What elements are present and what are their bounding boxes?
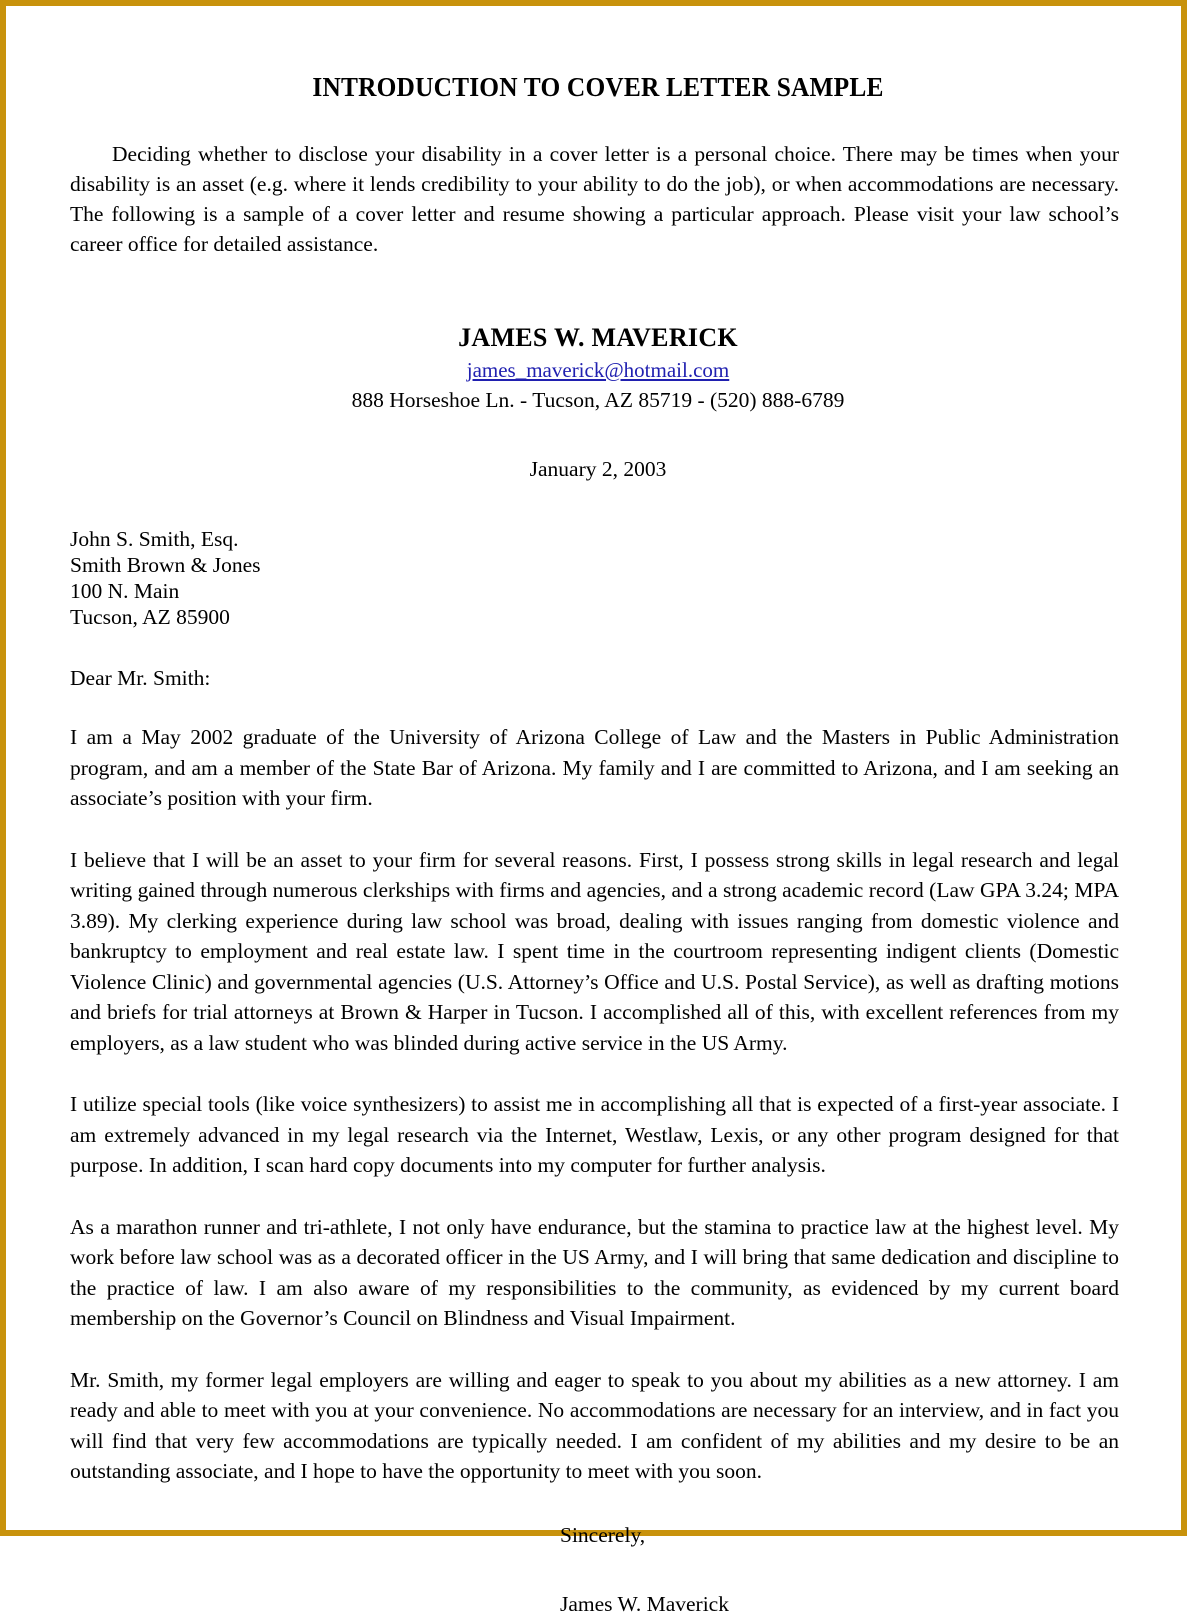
body-paragraph-3: I utilize special tools (like voice synthesizers) to assist me in accomplishing all that is expected of a first-year associate. I am extremely advanced in my legal research via the Internet, Westlaw, Lexis, or any other program designed for that purpose. In addition, I scan hard copy documents into my computer for further analysis. bbox=[70, 1092, 1119, 1177]
letterhead-address: 888 Horseshoe Ln. - Tucson, AZ 85719 - (520) 888-6789 bbox=[351, 388, 845, 412]
signature-name: James W. Maverick bbox=[560, 1591, 729, 1616]
letterhead-email-line bbox=[70, 353, 1126, 383]
body-paragraph-5: Mr. Smith, my former legal employers are willing and eager to speak to you about my abilities as a new attorney. I am ready and able to meet with you at your convenience. No accommodations are necessary for an interview, and in fact you will find that very few accommodations are typically needed. I am confident of my abilities and my desire to be an outstanding associate, and I hope to have the opportunity to meet with you soon. bbox=[70, 1367, 1119, 1483]
intro-paragraph: Deciding whether to disclose your disability in a cover letter is a personal choice. There may be times when your disability is an asset (e.g. where it lends credibility to your ability to do the job), or when accommodations are necessary. The following is a sample of a cover letter and resume showing a particular approach. Please visit your law school’s career office for detailed assistance. bbox=[70, 142, 1119, 256]
recipient-name: John S. Smith, Esq. bbox=[70, 527, 239, 551]
recipient-street: 100 N. Main bbox=[70, 579, 180, 603]
recipient-address-block bbox=[70, 482, 1126, 630]
page-title: INTRODUCTION TO COVER LETTER SAMPLE bbox=[312, 72, 884, 102]
letterhead-name: JAMES W. MAVERICK bbox=[458, 323, 738, 352]
closing-salutation: Sincerely, bbox=[560, 1522, 646, 1547]
email-link[interactable]: james_maverick@hotmail.com bbox=[466, 358, 730, 382]
document-sheet bbox=[6, 6, 1181, 1616]
body-paragraph-1: I am a May 2002 graduate of the University of Arizona College of Law and the Masters in Public Administration program, and am a member of the State Bar of Arizona. My family and I are committed to Arizona, and I am seeking an associate’s position with your firm. bbox=[70, 725, 1119, 810]
body-paragraph-2: I believe that I will be an asset to your firm for several reasons. First, I possess strong skills in legal research and legal writing gained through numerous clerkships with firms and agencies, and a strong academic record (Law GPA 3.24; MPA 3.89). My clerking experience during law school was broad, dealing with issues ranging from domestic violence and bankruptcy to employment and real estate law. I spent time in the courtroom representing indigent clients (Domestic Violence Clinic) and governmental agencies (U.S. Attorney’s Office and U.S. Postal Service), as well as drafting motions and briefs for trial attorneys at Brown & Harper in Tucson. I accomplished all of this, with excellent references from my employers, as a law student who was blinded during active service in the US Army. bbox=[70, 847, 1119, 1055]
recipient-city-state-zip: Tucson, AZ 85900 bbox=[70, 605, 230, 629]
letter-date: January 2, 2003 bbox=[529, 457, 667, 481]
closing-block bbox=[70, 1487, 1126, 1617]
letter-salutation: Dear Mr. Smith: bbox=[70, 666, 211, 690]
body-paragraph-4: As a marathon runner and tri-athlete, I not only have endurance, but the stamina to practice law at the highest level. My work before law school was as a decorated officer in the US Army, and I will bring that same dedication and discipline to the practice of law. I am also aware of my responsibilities to the community, as evidenced by my current board membership on the Governor’s Council on Blindness and Visual Impairment. bbox=[70, 1214, 1119, 1330]
recipient-firm: Smith Brown & Jones bbox=[70, 553, 261, 577]
